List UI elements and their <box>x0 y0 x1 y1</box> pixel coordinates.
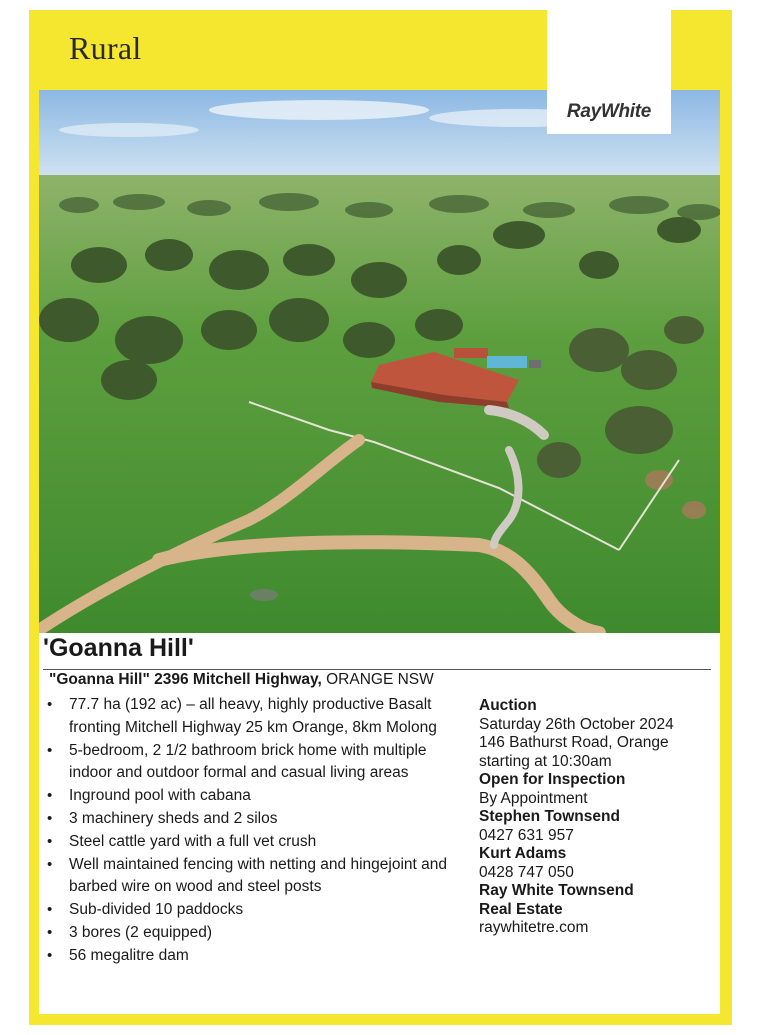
auction-time: starting at 10:30am <box>479 752 612 770</box>
feature-item: • Inground pool with cabana <box>45 785 470 808</box>
feature-item: • 3 bores (2 equipped) <box>45 922 470 945</box>
sale-details <box>479 697 714 938</box>
agent-name: Kurt Adams <box>479 845 567 862</box>
feature-item: • Sub-divided 10 paddocks <box>45 899 470 922</box>
agent-phone[interactable]: 0427 631 957 <box>479 826 574 844</box>
pool <box>487 356 527 368</box>
feature-item: • 3 machinery sheds and 2 silos <box>45 808 470 831</box>
section-label: Rural <box>69 30 142 66</box>
address-suburb: ORANGE NSW <box>326 671 434 688</box>
auction-heading: Auction <box>479 697 537 714</box>
auction-venue: 146 Bathurst Road, Orange <box>479 734 669 751</box>
feature-item: • 77.7 ha (192 ac) – all heavy, highly productive Basalt fronting Mitchell Highway 25 km Orange, 8km Molong <box>45 694 470 740</box>
inspection-value: By Appointment <box>479 789 588 807</box>
auction-date: Saturday 26th October 2024 <box>479 715 674 733</box>
inspection-heading: Open for Inspection <box>479 771 626 788</box>
feature-list <box>45 694 470 968</box>
property-address <box>49 671 434 689</box>
agency-name: Ray White Townsend <box>479 882 634 899</box>
feature-item: • 5-bedroom, 2 1/2 bathroom brick home with multiple indoor and outdoor formal and casual living areas <box>45 740 470 786</box>
agency-name-line2: Real Estate <box>479 900 563 918</box>
website-link[interactable]: raywhitetre.com <box>479 919 589 936</box>
feature-item: • 56 megalitre dam <box>45 945 470 968</box>
brand-wordmark: RayWhite <box>566 101 652 122</box>
property-aerial-photo <box>39 90 720 633</box>
divider-rule <box>43 669 711 670</box>
agent-phone[interactable]: 0428 747 050 <box>479 863 574 881</box>
ray-white-logo <box>547 10 671 134</box>
feature-item: • Well maintained fencing with netting and hingejoint and barbed wire on wood and steel posts <box>45 854 470 900</box>
address-street: "Goanna Hill" 2396 Mitchell Highway, <box>49 671 322 688</box>
property-title: 'Goanna Hill' <box>43 634 194 662</box>
agent-name: Stephen Townsend <box>479 808 620 825</box>
feature-item: • Steel cattle yard with a full vet crush <box>45 831 470 854</box>
